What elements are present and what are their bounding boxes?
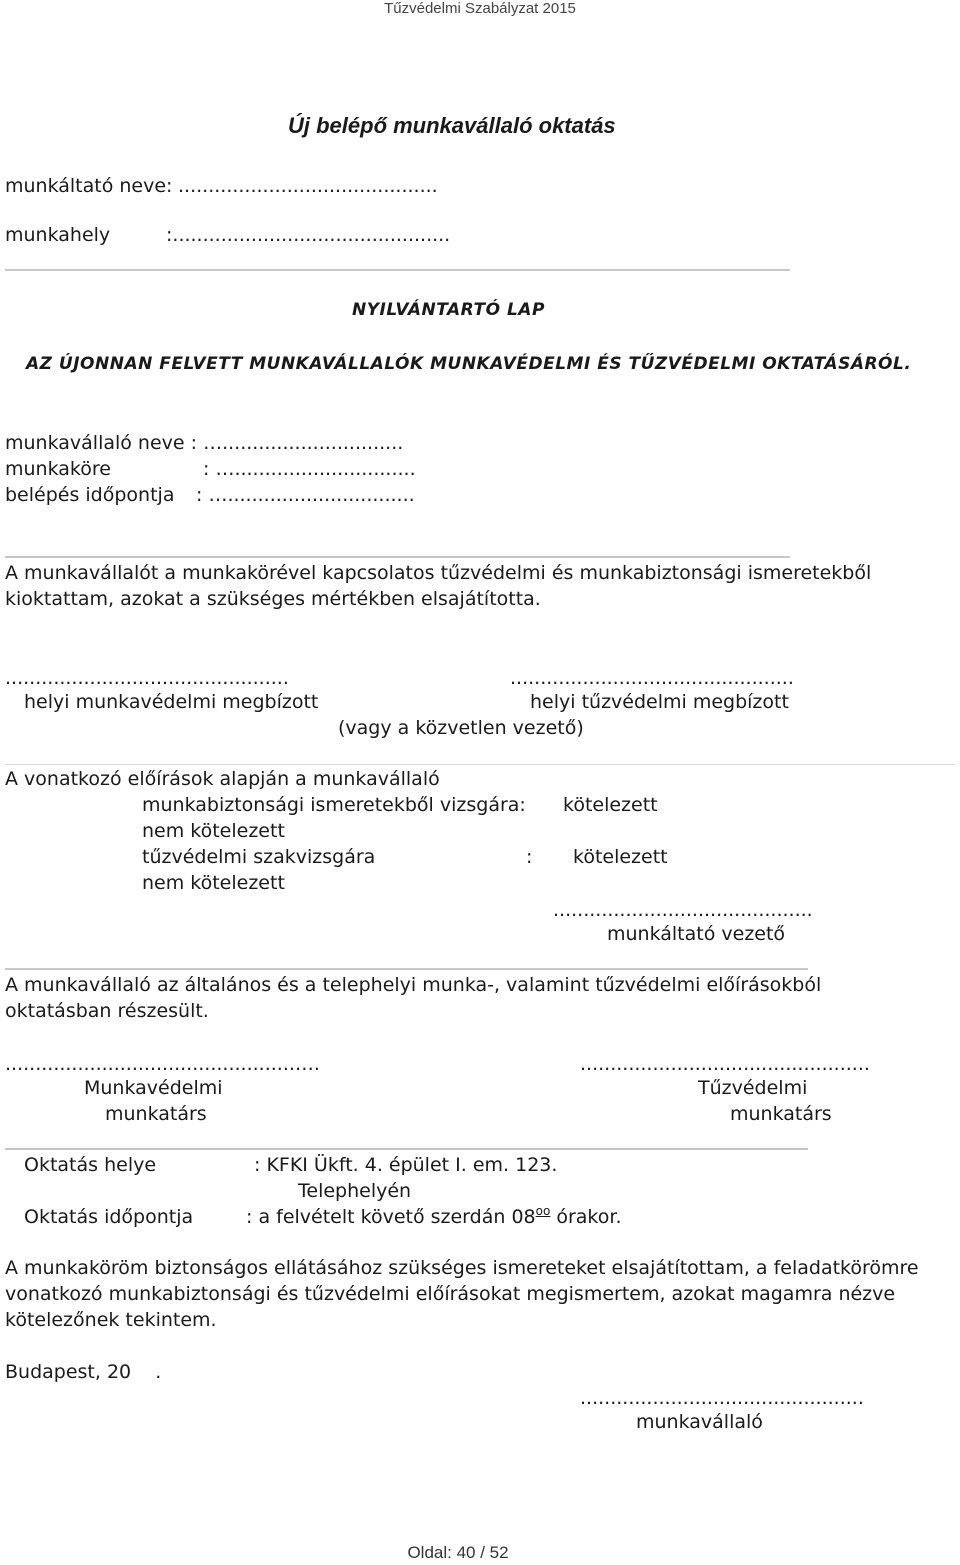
statement1-line1: A munkavállalót a munkakörével kapcsolatos tűzvédelmi és munkabiztonsági ismeretekből xyxy=(5,562,872,584)
exam-safety-label: munkabiztonsági ismeretekből vizsgára: xyxy=(142,794,526,816)
divider xyxy=(5,269,790,271)
workplace-label: munkahely xyxy=(5,224,111,246)
signature-line-employee: ............................................... xyxy=(580,1387,864,1409)
signature-label-employee: munkavállaló xyxy=(636,1411,763,1433)
exam-safety-value: kötelezett xyxy=(563,794,658,816)
divider xyxy=(5,1148,808,1150)
training-place-label: Oktatás helye xyxy=(24,1154,157,1176)
signature-label-fire-staff: Tűzvédelmi xyxy=(698,1077,808,1099)
training-time-minutes: oo xyxy=(535,1204,551,1218)
training-time-label: Oktatás időpontja xyxy=(24,1206,194,1228)
statement3-line3: kötelezőnek tekintem. xyxy=(5,1309,217,1331)
place-date: Budapest, 20 . xyxy=(5,1361,162,1383)
exam-fire-label: tűzvédelmi szakvizsgára xyxy=(142,846,376,868)
signature-label-fire-staff-role: munkatárs xyxy=(730,1103,832,1125)
statement3-line2: vonatkozó munkabiztonsági és tűzvédelmi előírásokat megismertem, azokat magamra nézve xyxy=(5,1283,896,1305)
exam-fire-alt: nem kötelezett xyxy=(142,872,285,894)
exam-fire-colon: : xyxy=(526,846,533,868)
exam-intro: A vonatkozó előírások alapján a munkavállaló xyxy=(5,768,440,790)
exam-fire-value: kötelezett xyxy=(573,846,668,868)
training-time-suffix: órakor. xyxy=(550,1206,622,1228)
signature-line-fire: ............................................... xyxy=(510,667,794,689)
statement1-line2: kioktattam, azokat a szükséges mértékben elsajátította. xyxy=(5,588,541,610)
signature-label-safety-staff-role: munkatárs xyxy=(105,1103,207,1125)
employee-role-dots: : ….............................. xyxy=(203,458,416,480)
running-header: Tűzvédelmi Szabályzat 2015 xyxy=(384,0,576,17)
divider xyxy=(5,968,808,970)
employee-name-line: munkavállaló neve : ….............................. xyxy=(5,432,404,454)
exam-safety-alt: nem kötelezett xyxy=(142,820,285,842)
employee-entry-dots: : …............................... xyxy=(196,484,415,506)
signature-note: (vagy a közvetlen vezető) xyxy=(338,717,584,739)
employer-label: munkáltató neve: xyxy=(5,175,173,197)
training-place-value2: Telephelyén xyxy=(298,1180,412,1202)
signature-label-employer: munkáltató vezető xyxy=(607,923,786,945)
register-title: NYILVÁNTARTÓ LAP xyxy=(352,300,545,320)
statement2-line2: oktatásban részesült. xyxy=(5,1000,209,1022)
statement3-line1: A munkaköröm biztonságos ellátásához szükséges ismereteket elsajátítottam, a feladatkörömre xyxy=(5,1257,919,1279)
training-time-value xyxy=(246,1205,622,1229)
signature-label-fire: helyi tűzvédelmi megbízott xyxy=(530,691,789,713)
signature-line-fire-staff: ................................................ xyxy=(580,1053,870,1075)
signature-label-safety-staff: Munkavédelmi xyxy=(84,1077,223,1099)
training-place-value: : KFKI Ükft. 4. épület I. em. 123. xyxy=(254,1154,558,1176)
employee-entry-label: belépés időpontja xyxy=(5,484,175,506)
signature-line-employer: ........................................... xyxy=(553,899,813,921)
register-subtitle: AZ ÚJONNAN FELVETT MUNKAVÁLLALÓK MUNKAVÉDELMI ÉS TŰZVÉDELMI OKTATÁSÁRÓL. xyxy=(26,354,912,374)
page-number: Oldal: 40 / 52 xyxy=(407,1543,509,1562)
employee-role-label: munkaköre xyxy=(5,458,111,480)
training-time-text: : a felvételt követő szerdán 08 xyxy=(246,1206,536,1228)
divider xyxy=(5,556,790,558)
employer-dots: ........................................... xyxy=(178,175,438,197)
statement2-line1: A munkavállaló az általános és a telephelyi munka-, valamint tűzvédelmi előírásokból xyxy=(5,974,822,996)
signature-line-safety-staff: ................................................…. xyxy=(5,1053,320,1075)
divider xyxy=(5,764,955,765)
signature-line-safety: ............................................... xyxy=(5,667,289,689)
signature-label-safety: helyi munkavédelmi megbízott xyxy=(24,691,319,713)
document-title: Új belépő munkavállaló oktatás xyxy=(288,113,616,138)
workplace-dots: :.............................................. xyxy=(166,224,451,246)
